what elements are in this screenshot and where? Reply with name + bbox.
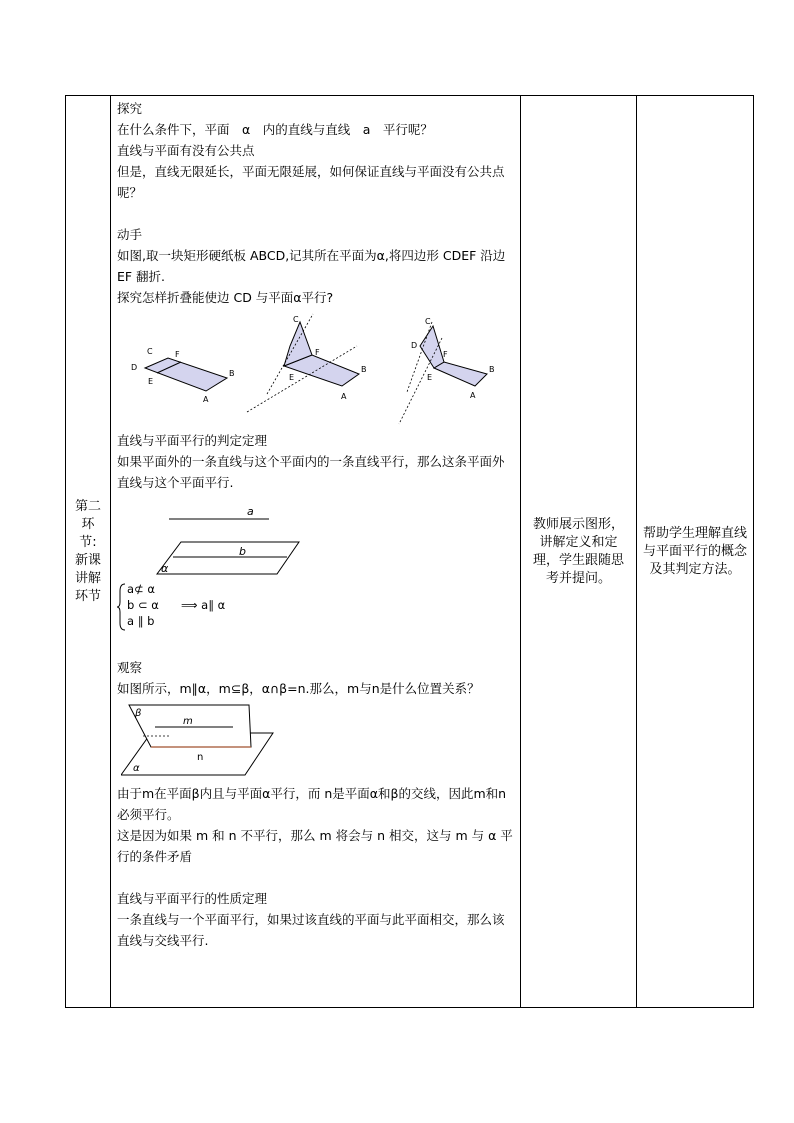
explore-heading: 探究 xyxy=(117,101,143,116)
observe-heading: 观察 xyxy=(117,660,143,675)
formula-result: ⟹ a∥ α xyxy=(181,598,226,612)
fig2-label-f: F xyxy=(315,348,320,357)
fig-label-m: m xyxy=(183,716,193,727)
fig2-label-e: E xyxy=(289,373,295,382)
explore-question-3: 但是，直线无限延长，平面无限延展，如何保证直线与平面没有公共点呢？ xyxy=(117,164,505,200)
fig3-label-e: E xyxy=(427,373,433,382)
fig3-label-c: C xyxy=(425,317,431,326)
two-planes-figure xyxy=(121,701,291,779)
section-label: 第二环节:新课讲解环节 xyxy=(74,498,101,604)
theorem-1-text: 如果平面外的一条直线与这个平面内的一条直线平行，那么这条平面外直线与这个平面平行. xyxy=(117,454,505,490)
fig-label-alpha-2: α xyxy=(133,763,140,774)
formula-line-1: a⊄ α xyxy=(127,582,155,596)
formula-line-2: b ⊂ α xyxy=(127,598,159,612)
observe-question: 如图所示，m∥α，m⊆β，α∩β=n.那么，m与n是什么位置关系？ xyxy=(117,681,480,696)
hands-on-heading: 动手 xyxy=(117,227,143,242)
fold-figure-bent xyxy=(284,322,359,386)
observe-answer-2: 这是因为如果 m 和 n 不平行，那么 m 将会与 n 相交，这与 m 与 α 平行的条件矛盾 xyxy=(117,828,513,864)
fig3-label-d: D xyxy=(411,341,418,350)
fig3-label-f: F xyxy=(443,350,448,359)
fig1-label-a: A xyxy=(203,395,209,404)
fig1-label-c: C xyxy=(147,347,153,356)
design-intent: 帮助学生理解直线与平面平行的概念及其判定方法。 xyxy=(643,525,748,577)
lesson-table xyxy=(65,95,754,1008)
fig-label-b: b xyxy=(239,545,246,558)
fig-label-alpha: α xyxy=(161,562,169,575)
folding-figure xyxy=(117,312,513,430)
explore-question-2: 直线与平面有没有公共点 xyxy=(117,143,255,158)
observe-answer-1: 由于m在平面β内且与平面α平行，而 n是平面α和β的交线，因此m和n必须平行。 xyxy=(117,786,507,822)
theorem-1-title: 直线与平面平行的判定定理 xyxy=(117,433,268,448)
section-label-cell xyxy=(66,96,111,1008)
fig3-label-a: A xyxy=(470,391,476,400)
fig-label-a: a xyxy=(247,505,254,518)
fig-label-n: n xyxy=(197,752,204,763)
theorem-2-text: 一条直线与一个平面平行，如果过该直线的平面与此平面相交，那么该直线与交线平行. xyxy=(117,912,505,948)
fig2-label-a: A xyxy=(341,392,347,401)
theorem-2-title: 直线与平面平行的性质定理 xyxy=(117,891,268,906)
hands-on-text: 如图,取一块矩形硬纸板 ABCD,记其所在平面为α,将四边形 CDEF 沿边 EF 翻折. xyxy=(117,248,506,284)
formula-line-3: a ∥ b xyxy=(127,614,155,628)
teacher-activity-cell xyxy=(521,96,637,1008)
fig1-label-b: B xyxy=(229,369,235,378)
fig2-label-b: B xyxy=(361,365,367,374)
design-intent-cell xyxy=(637,96,754,1008)
fig2-label-c: C xyxy=(293,315,299,324)
line-plane-figure xyxy=(151,499,351,577)
hands-on-question: 探究怎样折叠能使边 CD 与平面α平行? xyxy=(117,290,334,305)
content-cell xyxy=(111,96,521,1008)
teacher-activity: 教师展示图形，讲解定义和定理，学生跟随思考并提问。 xyxy=(532,516,624,586)
fig3-label-b: B xyxy=(489,365,495,374)
fold-figure-flat xyxy=(145,358,227,391)
explore-question-1: 在什么条件下，平面 α 内的直线与直线 a 平行呢？ xyxy=(117,122,433,137)
theorem-1-formula xyxy=(117,581,514,635)
fig-label-beta: β xyxy=(135,708,142,719)
fig1-label-e: E xyxy=(148,377,154,386)
brace-icon xyxy=(117,583,127,631)
fig1-label-f: F xyxy=(175,350,180,359)
fig1-label-d: D xyxy=(131,363,138,372)
